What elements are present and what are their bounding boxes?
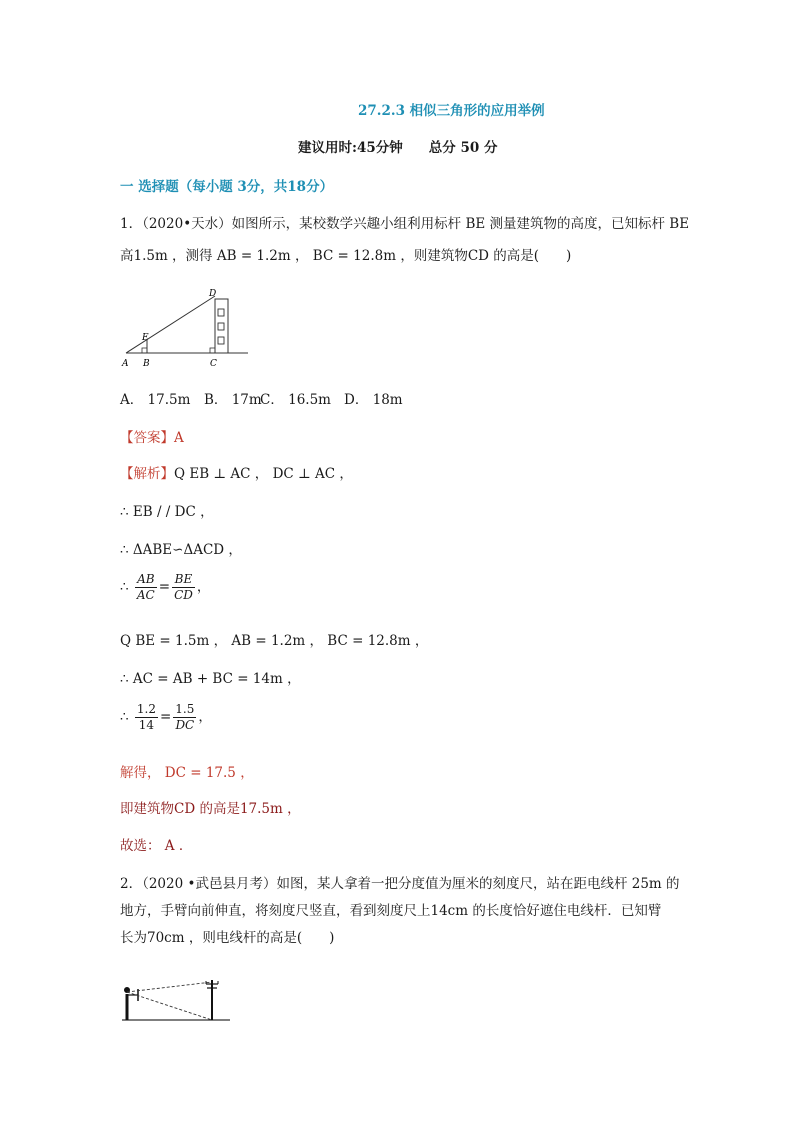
q2-figure [120,972,232,1024]
analysis-step-5: Q BE = 1.5m ， AB = 1.2m ， BC = 12.8m ， [120,633,429,649]
frac-den: CD [174,588,193,602]
therefore-symbol: ∴ [120,709,129,725]
fraction-1.5-dc [173,702,196,733]
q1-text-line1: 1．（2020•天水）如图所示，某校数学兴趣小组利用标杆 BE 测量建筑物的高度，已知标杆 BE [120,216,690,232]
q1-text-line2: 高1.5m ，测得 AB = 1.2m ， BC = 12.8m ，则建筑物CD 的高是( ) [120,248,572,264]
comma: ， [196,579,211,595]
analysis-step-4: ∴ $\frac{AB}{AC}$ = $\frac{BE}{CD}$ ， [120,572,211,602]
analysis-step-1: Q EB ⊥ AC ， DC ⊥ AC ， [174,466,353,482]
q1-choices [120,388,403,408]
q2-text-line2: 地方，手臂向前伸直，将刻度尺竖直，看到刻度尺上14cm 的长度恰好遮住电线杆．已知臂 [120,903,662,919]
page-title: 27.2.3 相似三角形的应用举例 [358,103,545,119]
choice-b: B． 17m [204,392,262,408]
answer-value: A [174,430,184,446]
label-b: B [143,359,150,369]
analysis-step-9: 即建筑物CD 的高是17.5m ， [120,801,301,817]
building-cd [215,299,228,353]
analysis-label: 【解析】 [120,466,174,482]
section-heading: 一 选择题（每小题 3分，共18分） [120,179,334,195]
label-d: D [209,289,217,299]
frac-den: 14 [138,718,155,732]
label-c: C [210,359,217,369]
label-a: A [122,359,129,369]
window-1 [218,309,224,316]
analysis-step-7: ∴ $\frac{1.2}{14}$ = $\frac{1.5}{DC}$ ， [120,702,212,732]
fraction-be-cd [172,572,195,603]
q1-figure [120,286,250,372]
window-3 [218,337,224,344]
analysis-step-6: ∴ AC = AB + BC = 14m ， [120,671,301,687]
analysis-step-10: 故选： A ． [120,838,193,854]
frac-num: 1.5 [175,702,195,716]
sight-line-top [127,982,212,992]
fraction-ab-ac [135,572,157,603]
frac-num: 1.2 [136,702,156,716]
total-score: 总分 50 分 [428,140,498,156]
q1-answer [120,426,184,446]
choice-c: C． 16.5m [260,392,331,408]
window-2 [218,323,224,330]
q1-analysis-line1 [120,462,353,482]
sight-line-bottom [127,992,212,1020]
q2-text-line1: 2．（2020 •武邑县月考）如图，某人拿着一把分度值为厘米的刻度尺，站在距电线杆 25m 的 [120,876,680,892]
frac-num: AB [135,572,157,588]
answer-label: 【答案】 [120,430,174,446]
exam-info [298,136,497,156]
choice-d: D． 18m [344,392,403,408]
right-angle-c [210,348,215,353]
analysis-step-2: ∴ EB / / DC ， [120,504,214,520]
frac-num: BE [172,572,195,588]
frac-den: AC [136,588,155,602]
time-suggestion: 建议用时:45分钟 [298,140,403,156]
therefore-symbol: ∴ [120,579,129,595]
comma: ， [198,709,212,725]
q2-text-line3: 长为70cm ，则电线杆的高是( ) [120,930,335,946]
analysis-step-3: ∴ ΔABE∽ΔACD ， [120,542,242,558]
label-e: E [142,333,149,343]
right-angle-b [142,348,147,353]
choice-a: A． 17.5m [120,392,191,408]
fraction-1.2-14 [135,702,158,733]
sight-line [126,296,215,353]
analysis-step-8: 解得， DC = 17.5 ， [120,765,254,781]
frac-den: DC [175,718,195,732]
